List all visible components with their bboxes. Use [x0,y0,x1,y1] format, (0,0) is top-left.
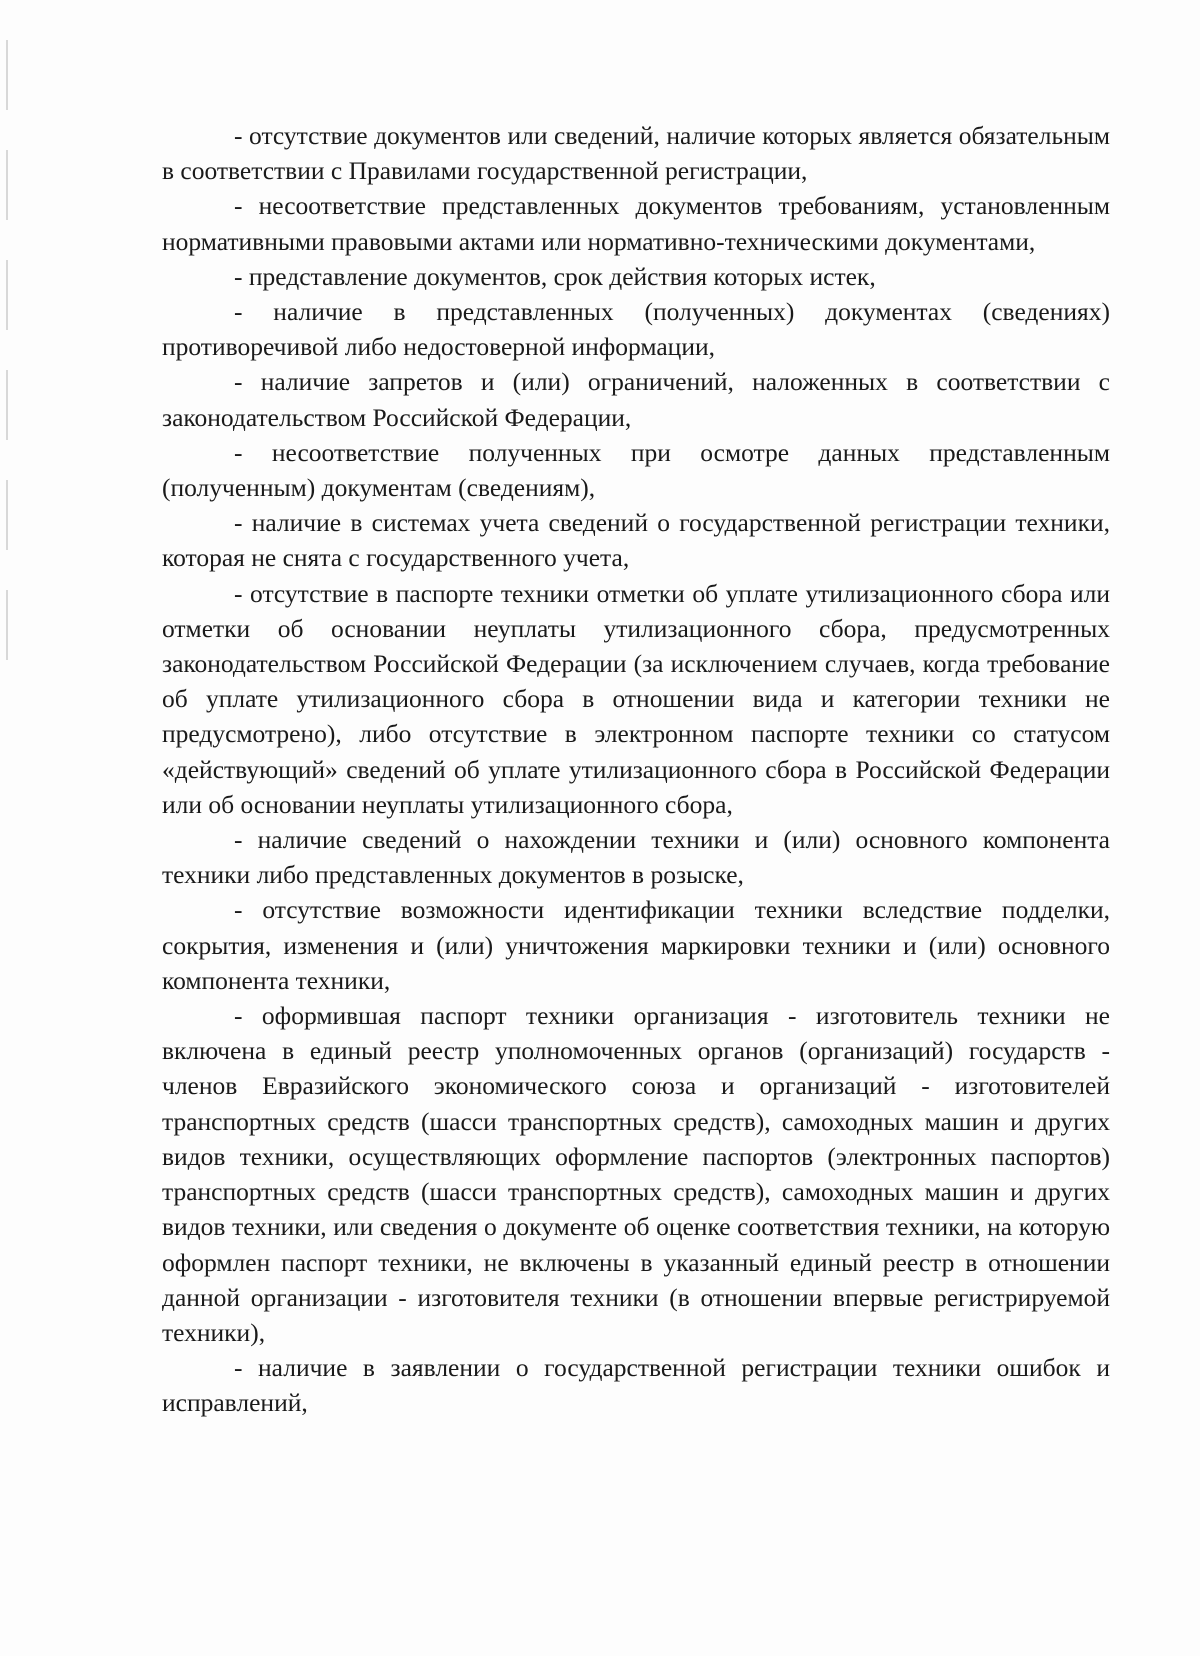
list-item: - наличие сведений о нахождении техники и (или) основного компонента техники либо представленных документов в розыске, [162,825,1110,890]
list-item: - отсутствие документов или сведений, наличие которых является обязательным в соответствии с Правилами государственной регистрации, [162,121,1110,186]
list-item: - представление документов, срок действия которых истек, [234,261,876,291]
document-body [162,118,1110,1421]
list-item: - наличие в заявлении о государственной регистрации техники ошибок и исправлений, [162,1353,1110,1418]
list-item: - наличие в системах учета сведений о государственной регистрации техники, которая не снята с государственного учета, [162,508,1110,573]
list-item: - несоответствие представленных документов требованиям, установленным нормативными правовыми актами или нормативно-техническими документами, [162,191,1110,256]
list-item: - наличие в представленных (полученных) документах (сведениях) противоречивой либо недостоверной информации, [162,297,1110,362]
list-item: - несоответствие полученных при осмотре данных представленным (полученным) документам (сведениям), [162,437,1110,503]
list-item: - отсутствие в паспорте техники отметки об уплате утилизационного сбора или отметки об основании неуплаты утилизационного сбора, предусмотренных законодательством Российской Федерации (за исключением случаев, когда требование об уплате утилизационного сбора в отношении вида и категории техники не предусмотрено), либо отсутствие в электронном паспорте техники со статусом «действующий» сведений об уплате утилизационного сбора в Российской Федерации или об основании неуплаты утилизационного сбора, [162,578,1110,819]
scan-edge-artifact [6,40,8,690]
list-item: - отсутствие возможности идентификации техники вследствие подделки, сокрытия, изменения и (или) уничтожения маркировки техники и (или) основного компонента техники, [162,895,1110,995]
list-item: - оформившая паспорт техники организация - изготовитель техники не включена в единый реестр уполномоченных органов (организаций) государств - членов Евразийского экономического союза и организаций - изготовителей транспортных средств (шасси транспортных средств), самоходных машин и других видов техники, осуществляющих оформление паспортов (электронных паспортов) транспортных средств (шасси транспортных средств), самоходных машин и других видов техники, или сведения о документе об оценке соответствия техники, на которую оформлен паспорт техники, не включены в указанный единый реестр в отношении данной организации - изготовителя техники (в отношении впервые регистрируемой техники), [162,1001,1110,1347]
list-item: - наличие запретов и (или) ограничений, наложенных в соответствии с законодательством Российской Федерации, [162,367,1110,432]
